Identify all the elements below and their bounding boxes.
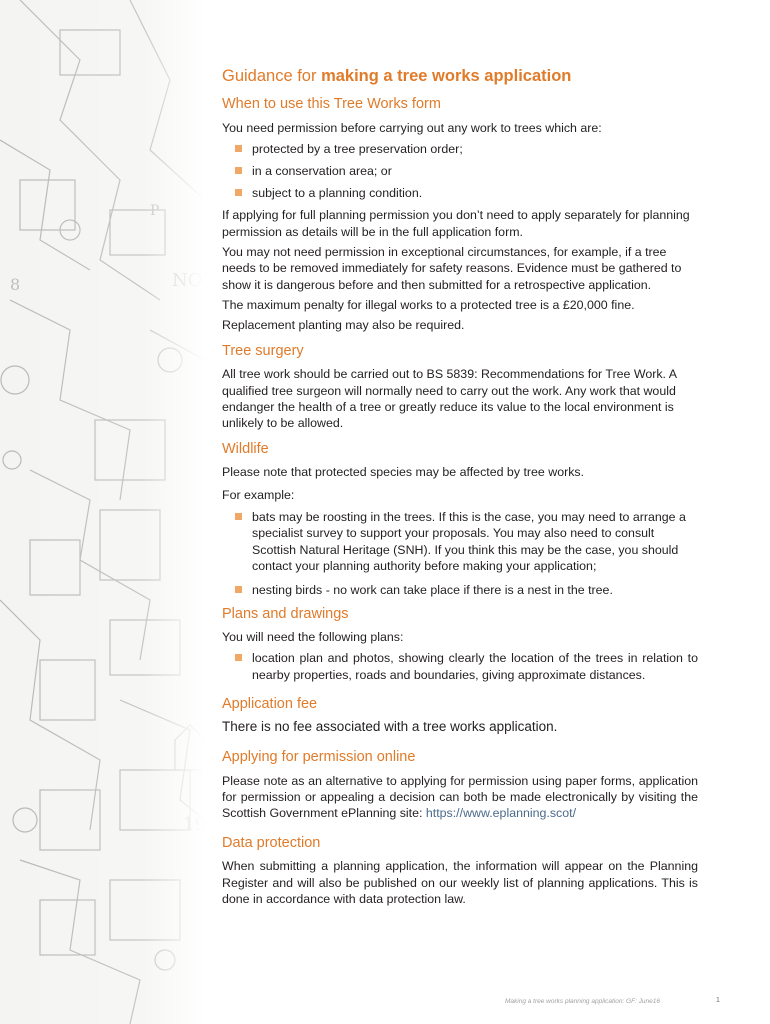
section-heading: Application fee: [222, 695, 318, 712]
paragraph: Please note as an alternative to applying for permission using paper forms, application for permission or appealing a decision can both be made electronically by visiting the Scottish Government ePlanning site: https://www.eplanning.scot/: [222, 773, 698, 821]
page-title: Guidance for making a tree works application: [222, 67, 572, 85]
section-heading: Plans and drawings: [222, 605, 349, 622]
paragraph: You may not need permission in exceptional circumstances, for example, if a tree needs to be removed immediately for safety reasons. Evidence must be gathered to show it is dangerous before and then submitted for a retrospective application.: [222, 245, 682, 292]
section-heading: When to use this Tree Works form: [222, 96, 441, 113]
square-bullet-icon: [235, 145, 242, 152]
list-item: protected by a tree preservation order;: [222, 141, 698, 157]
section-plans-drawings: [222, 605, 698, 685]
list-item: bats may be roosting in the trees. If this is the case, you may need to arrange a specialist survey to support your proposals. You may also need to consult Scottish Natural Heritage (SNH). If you think this may be the case, you should contact your planning authority before making your application;: [222, 509, 698, 574]
paragraph: Please note that protected species may be affected by tree works.: [222, 465, 585, 480]
section-heading: Wildlife: [222, 440, 269, 457]
square-bullet-icon: [235, 586, 242, 593]
page-number: 1: [716, 997, 720, 1004]
paragraph: For example:: [222, 487, 295, 502]
section-application-fee: [222, 695, 698, 736]
section-when-to-use: [222, 95, 698, 333]
section-heading: Data protection: [222, 834, 321, 851]
section-heading: Applying for permission online: [222, 748, 416, 765]
paragraph: You will need the following plans:: [222, 630, 404, 645]
bullet-list: [222, 509, 698, 598]
guidance-content: [222, 66, 698, 911]
paragraph: When submitting a planning application, the information will appear on the Planning Register and will also be published on our weekly list of planning applications. This is done in accordance with data protection law.: [222, 859, 698, 906]
paragraph: You need permission before carrying out any work to trees which are:: [222, 121, 602, 136]
paragraph: Replacement planting may also be required.: [222, 318, 465, 333]
paragraph: There is no fee associated with a tree works application.: [222, 719, 558, 735]
list-item: nesting birds - no work can take place if there is a nest in the tree.: [222, 582, 698, 598]
bullet-list: [222, 650, 698, 685]
square-bullet-icon: [235, 189, 242, 196]
square-bullet-icon: [235, 513, 242, 520]
list-item: location plan and photos, showing clearly the location of the trees in relation to nearby properties, roads and boundaries, giving approximate distances.: [222, 650, 698, 685]
background-site-plan: [0, 0, 205, 1024]
paragraph: If applying for full planning permission you don’t need to apply separately for planning permission as details will be in the full application form.: [222, 208, 690, 239]
square-bullet-icon: [235, 167, 242, 174]
square-bullet-icon: [235, 654, 242, 661]
eplanning-link[interactable]: https://www.eplanning.scot/: [425, 806, 577, 821]
section-apply-online: [222, 748, 698, 822]
section-tree-surgery: [222, 342, 698, 432]
list-item: in a conservation area; or: [222, 163, 698, 179]
footer-text: Making a tree works planning application: GF: June16: [505, 998, 661, 1005]
bullet-list: [222, 141, 698, 202]
list-item: subject to a planning condition.: [222, 185, 698, 201]
section-wildlife: [222, 440, 698, 599]
paragraph: The maximum penalty for illegal works to a protected tree is a £20,000 fine.: [222, 297, 635, 312]
section-heading: Tree surgery: [222, 342, 304, 359]
section-data-protection: [222, 834, 698, 908]
paragraph: All tree work should be carried out to BS 5839: Recommendations for Tree Work. A qualified tree surgeon will normally need to carry out the work. Any work that would endanger the health of a tree or greatly reduce its value to the local environment is unlikely to be allowed.: [222, 367, 677, 431]
